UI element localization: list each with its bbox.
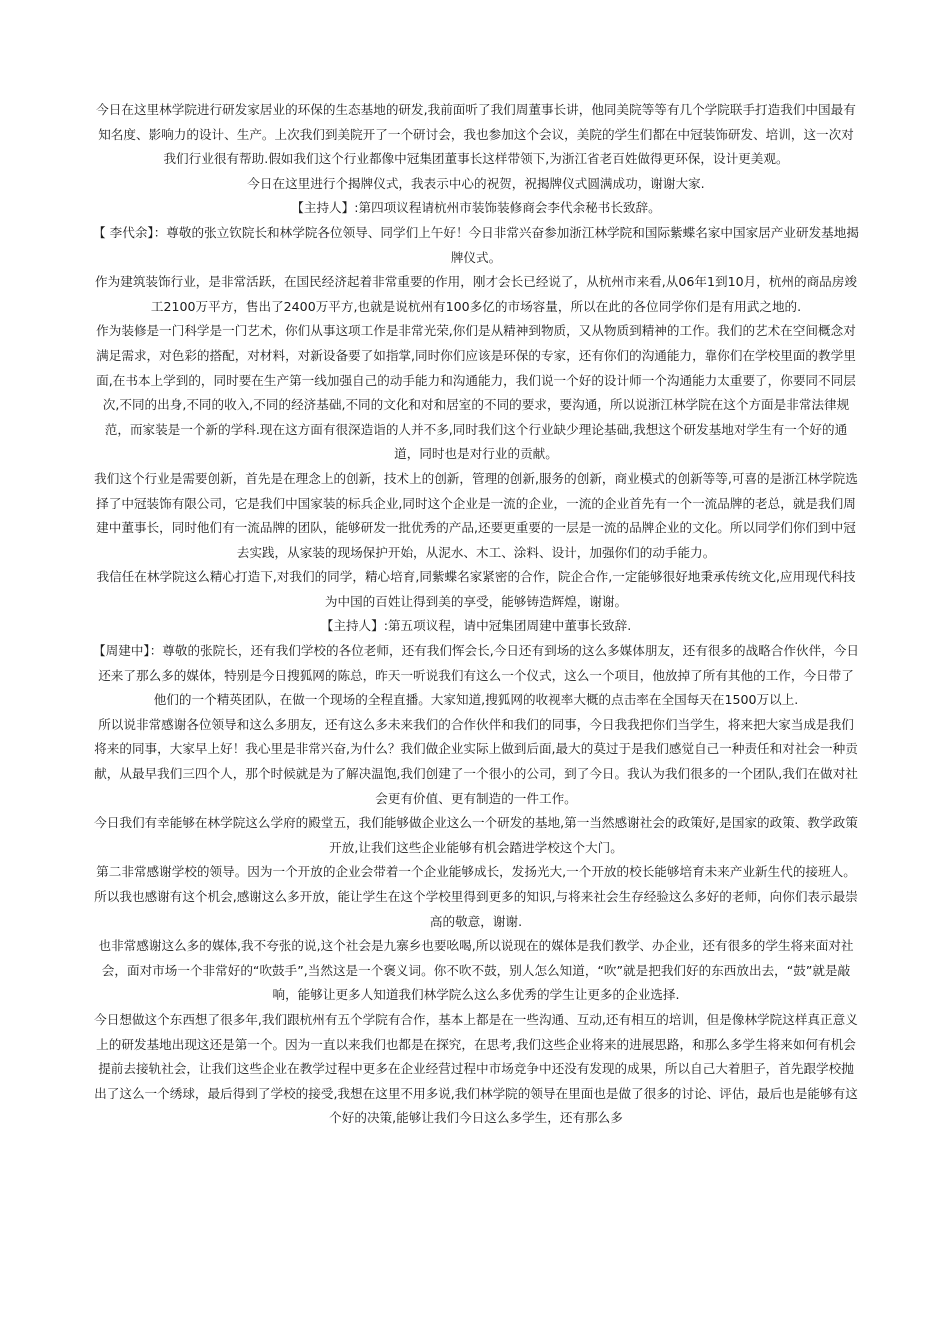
paragraph-13: 第二非常感谢学校的领导。因为一个开放的企业会带着一个企业能够成长，发扬光大,一个开放的校长能够培育未来产业新生代的接班人。所以我也感谢有这个机会,感谢这么多开放，能让学生在这个学校里得到更多的知识,与将来社会生存经验这么多好的老师，向你们表示最崇高的敬意，谢谢. [94,864,858,929]
paragraph-10: 【周建中】：尊敬的张院长，还有我们学校的各位老师，还有我们恽会长,今日还有到场的这么多媒体朋友，还有很多的战略合作伙伴，今日还来了那么多的媒体，特别是今日搜狐网的陈总，昨天一听说我们有这么一个仪式，这么一个项目，他放掉了所有其他的工作，今日带了他们的一个精英团队，在做一个现场的全程直播。大家知道,搜狐网的收视率大概的点击率在全国每天在1500万以上. [93,643,859,708]
paragraph-8: 我信任在林学院这么精心打造下,对我们的同学，精心培育,同紫蝶名家紧密的合作，院企合作,一定能够很好地秉承传统文化,应用现代科技为中国的百姓让得到美的享受，能够铸造辉煌，谢谢。 [96,569,856,609]
paragraph-5: 作为建筑装饰行业，是非常活跃，在国民经济起着非常重要的作用，刚才会长已经说了，从杭州市来看,从06年1到10月，杭州的商品房竣工2100万平方，售出了2400万平方,也就是说杭州有100多亿的市场容量，所以在此的各位同学你们是有用武之地的. [95,274,857,314]
paragraph-7: 我们这个行业是需要创新，首先是在理念上的创新，技术上的创新，管理的创新,服务的创新，商业模式的创新等等,可喜的是浙江林学院选择了中冠装饰有限公司，它是我们中国家装的标兵企业,同时这个企业是一流的企业，一流的企业首先有一个一流品牌的老总，就是我们周建中董事长，同时他们有一流品牌的团队，能够研发一批优秀的产品,还要更重要的一层是一流的品牌企业的文化。所以同学们你们到中冠去实践，从家装的现场保护开始，从泥水、木工、涂料、设计，加强你们的动手能力。 [94,470,858,560]
paragraph-15: 今日想做这个东西想了很多年,我们跟杭州有五个学院有合作，基本上都是在一些沟通、互动,还有相互的培训，但是像林学院这样真正意义上的研发基地出现这还是第一个。因为一直以来我们也都是在探究，在思考,我们这些企业将来的进展思路，和那么多学生将来如何有机会提前去接轨社会，让我们这些企业在教学过程中更多在企业经营过程中市场竞争中还没有发现的成果，所以自己大着胆子，首先跟学校抛出了这么一个绣球，最后得到了学校的接受,我想在这里不用多说,我们林学院的领导在里面也是做了很多的讨论、评估，最后也是能够有这个好的决策,能够让我们今日这么多学生，还有那么多 [94,1011,858,1126]
paragraph-9: 【主持人】:第五项议程，请中冠集团周建中董事长致辞. [320,618,632,634]
paragraph-4: 【 李代余】：尊敬的张立钦院长和林学院各位领导、同学们上午好！今日非常兴奋参加浙江林学院和国际紫蝶名家中国家居产业研发基地揭牌仪式。 [93,224,859,265]
paragraph-2: 今日在这里进行个揭牌仪式，我表示中心的祝贺，祝揭牌仪式圆满成功，谢谢大家. [247,175,705,191]
paragraph-11: 所以说非常感谢各位领导和这么多朋友，还有这么多未来我们的合作伙伴和我们的同事，今日我我把你们当学生，将来把大家当成是我们将来的同事，大家早上好！我心里是非常兴奋,为什么？我们做企业实际上做到后面,最大的莫过于是我们感觉自己一种责任和对社会一种贡献，从最早我们三四个人，那个时候就是为了解决温饱,我们创建了一个很小的公司，到了今日。我认为我们很多的一个团队,我们在做对社会更有价值、更有制造的一件工作。 [94,716,858,806]
paragraph-1: 今日在这里林学院进行研发家居业的环保的生态基地的研发,我前面听了我们周董事长讲，他同美院等等有几个学院联手打造我们中国最有知名度、影响力的设计、生产。上次我们到美院开了一个研讨会，我也参加这个会议，美院的学生们都在中冠装饰研发、培训，这一次对我们行业很有帮助.假如我们这个行业都像中冠集团董事长这样带领下,为浙江省老百姓做得更环保，设计更美观。 [96,102,856,167]
paragraph-6: 作为装修是一门科学是一门艺术，你们从事这项工作是非常光荣,你们是从精神到物质，又从物质到精神的工作。我们的艺术在空间概念对满足需求，对色彩的搭配，对材料，对新设备要了如指掌,同时你们应该是环保的专家，还有你们的沟通能力，靠你们在学校里面的教学里面,在书本上学到的，同时要在生产第一线加强自己的动手能力和沟通能力，我们说一个好的设计师一个沟通能力太重要了，你要同不同层次,不同的出身,不同的收入,不同的经济基础,不同的文化和对和居室的不同的要求，要沟通，所以说浙江林学院在这个方面是非常法律规范，而家装是一个新的学科.现在这方面有很深造诣的人并不多,同时我们这个行业缺少理论基础,我想这个研发基地对学生有一个好的通道，同时也是对行业的贡献。 [96,323,856,462]
paragraph-12: 今日我们有幸能够在林学院这么学府的殿堂五，我们能够做企业这么一个研发的基地,第一当然感谢社会的政策好,是国家的政策、教学政策开放,让我们这些企业能够有机会踏进学校这个大门。 [94,815,858,855]
paragraph-14: 也非常感谢这么多的媒体,我不夸张的说,这个社会是九寨乡也要吆喝,所以说现在的媒体是我们教学、办企业，还有很多的学生将来面对社会，面对市场一个非常好的“吹鼓手”,当然这是一个褒义词。你不吹不鼓，别人怎么知道，“吹”就是把我们好的东西放出去，“鼓”就是敲响，能够让更多人知道我们林学院么这么多优秀的学生让更多的企业选择. [98,938,854,1003]
paragraph-3: 【主持人】:第四项议程请杭州市装饰装修商会李代余秘书长致辞。 [291,200,661,216]
document-body [93,98,859,1131]
